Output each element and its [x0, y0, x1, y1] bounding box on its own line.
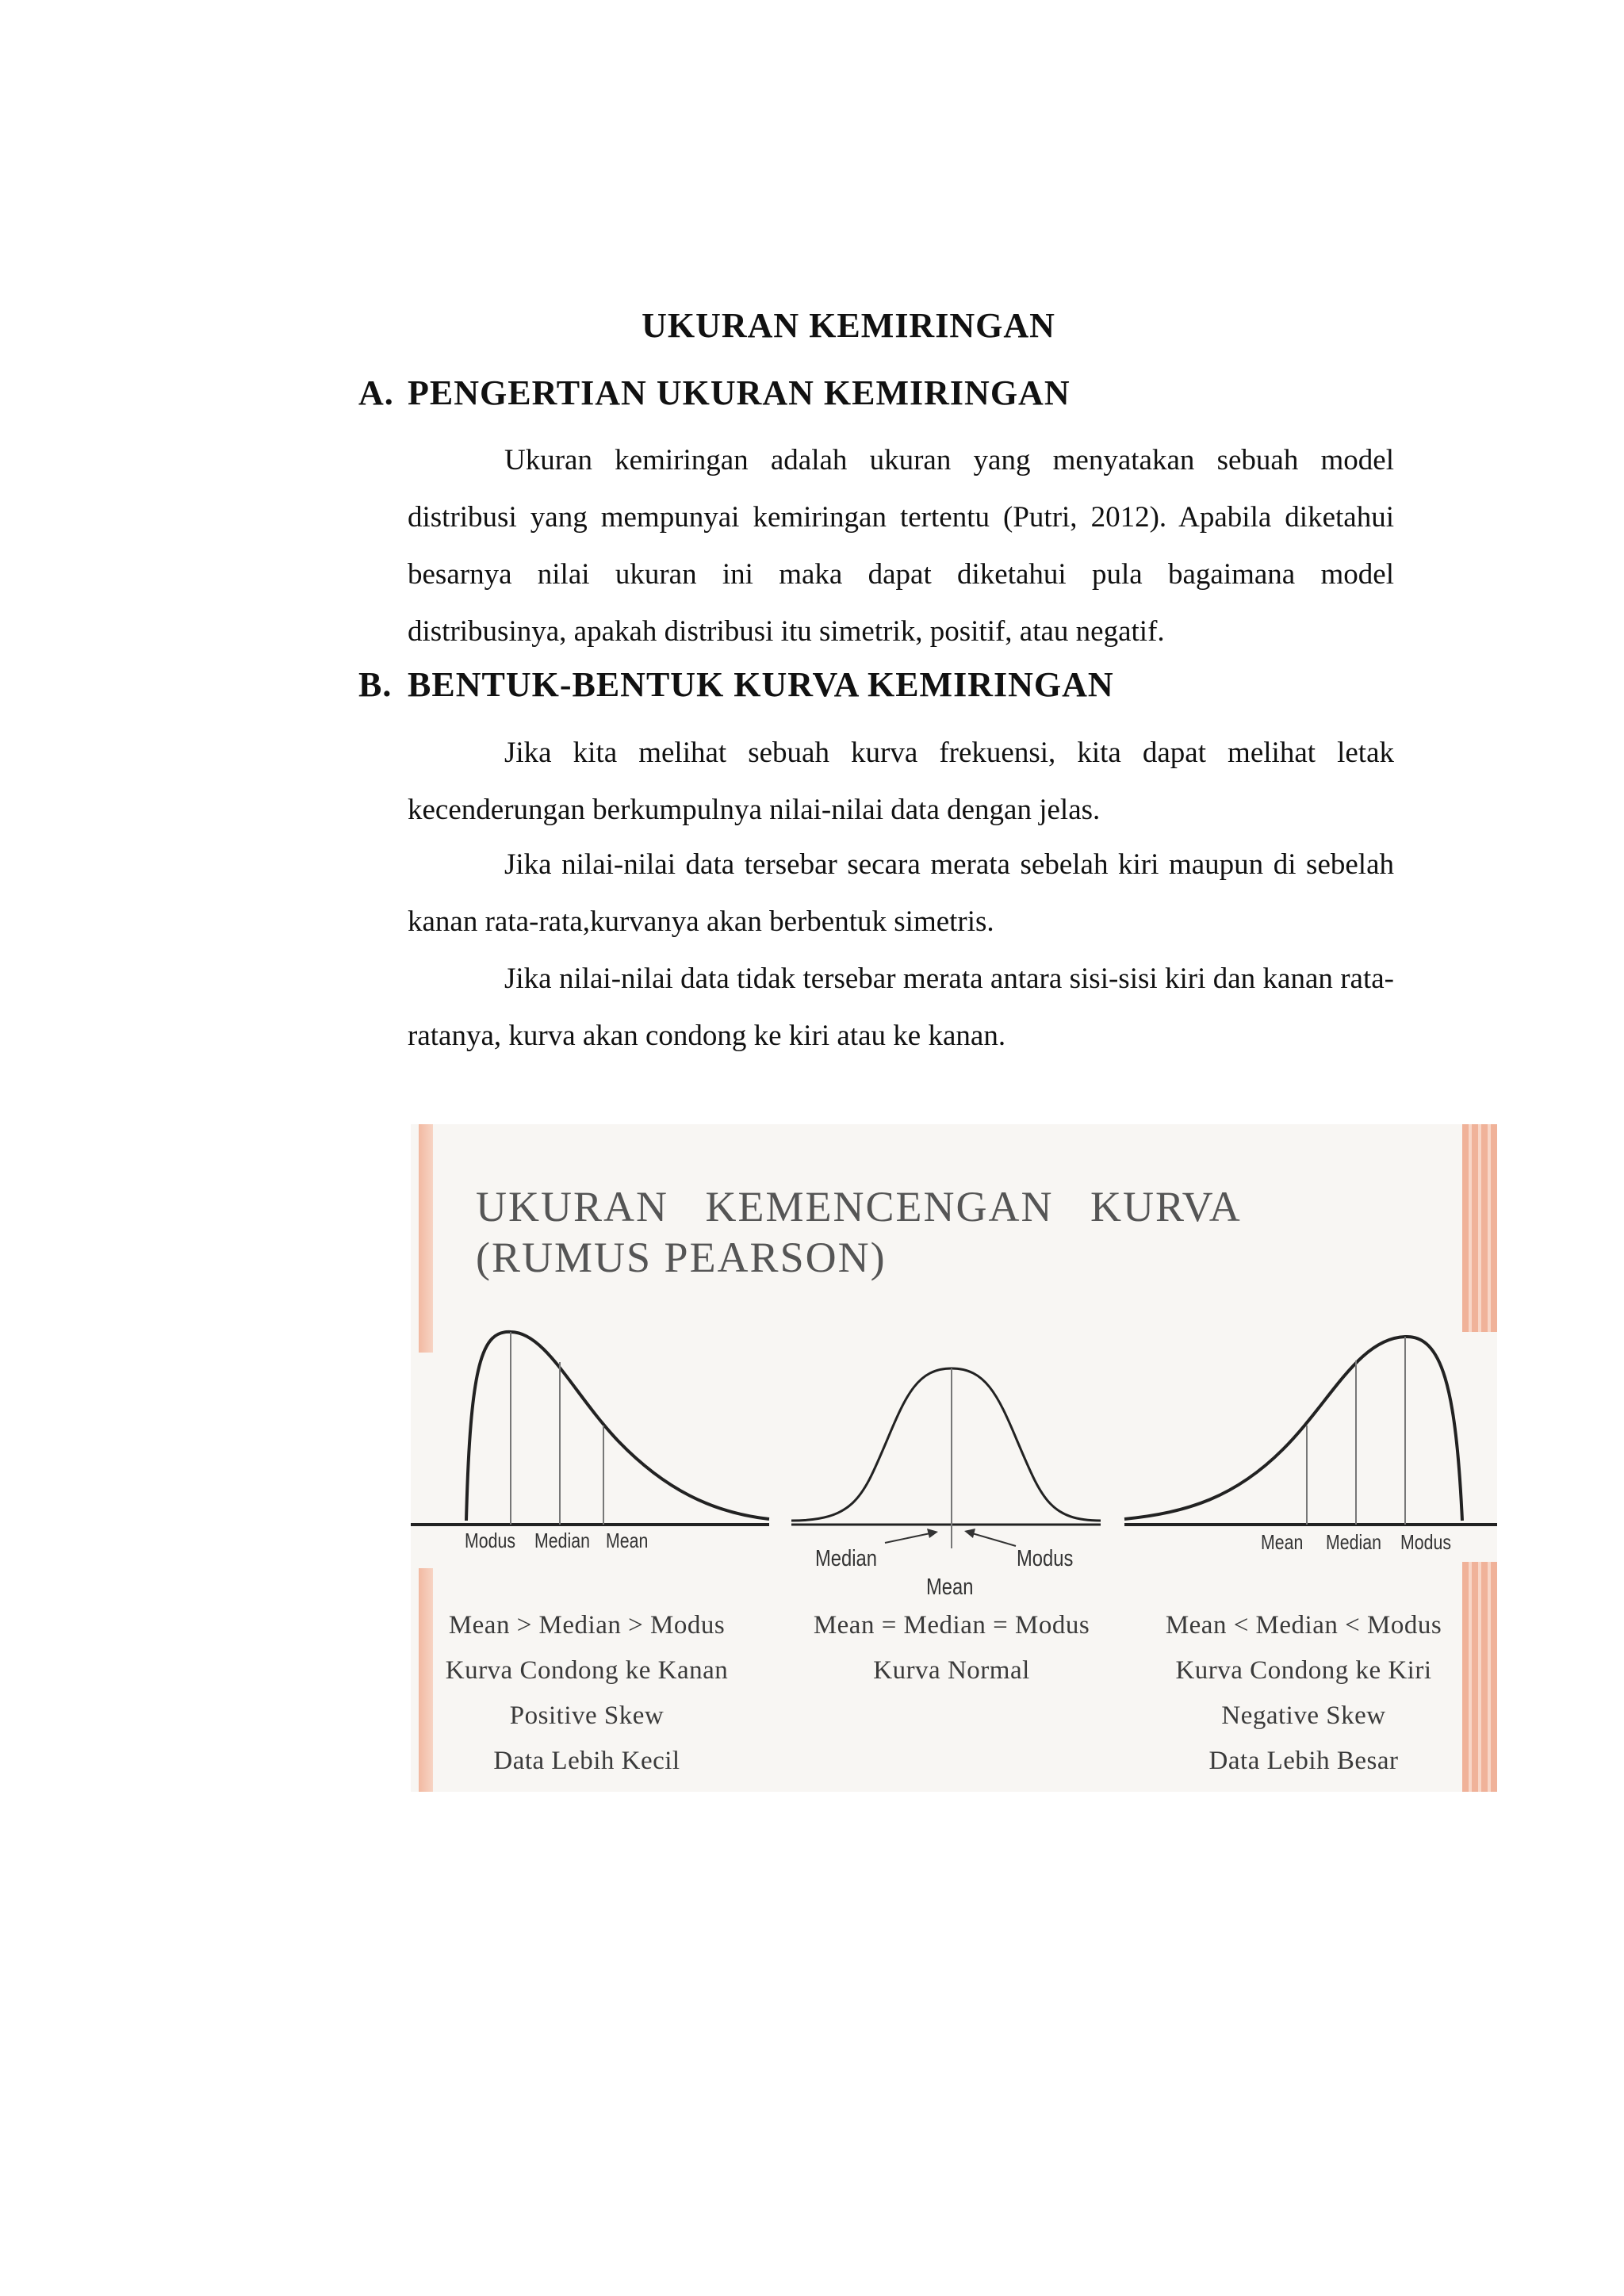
caption-positive-line-2: Kurva Condong ke Kanan	[445, 1656, 729, 1685]
label-median-middle: Median	[815, 1546, 878, 1571]
label-median-left: Median	[534, 1529, 590, 1552]
caption-normal-line-2: Kurva Normal	[873, 1656, 1030, 1685]
section-a-paragraph	[408, 432, 1394, 660]
negative-skew-curve	[1124, 1337, 1462, 1521]
section-a-number: A.	[358, 373, 394, 412]
caption-positive-line-3: Positive Skew	[509, 1701, 665, 1730]
label-mean-middle: Mean	[926, 1575, 974, 1600]
section-b-text-1: Jika kita melihat sebuah kurva frekuensi, kita dapat melihat letak kecenderungan berkumpulnya nilai-nilai data dengan jelas.	[408, 737, 1394, 826]
section-a-text: Ukuran kemiringan adalah ukuran yang menyatakan sebuah model distribusi yang mempunyai kemiringan tertentu (Putri, 2012). Apabila diketahui besarnya nilai ukuran ini maka dapat diketahui pula bagaimana model distribusinya, apakah distribusi itu simetrik, positif, atau negatif.	[408, 444, 1394, 648]
caption-negative-line-4: Data Lebih Besar	[1208, 1747, 1399, 1775]
caption-positive-line-1: Mean > Median > Modus	[448, 1611, 726, 1640]
caption-negative-line-2: Kurva Condong ke Kiri	[1175, 1656, 1432, 1685]
caption-positive-skew	[412, 1603, 761, 1784]
section-b-heading	[358, 664, 1114, 705]
document-title: UKURAN KEMIRINGAN	[642, 306, 1055, 345]
modus-arrow-head	[964, 1529, 975, 1538]
caption-normal-line-1: Mean = Median = Modus	[813, 1611, 1090, 1640]
caption-negative-skew	[1129, 1603, 1478, 1784]
positive-skew-curve	[466, 1332, 769, 1521]
section-b-text-2: Jika nilai-nilai data tersebar secara merata sebelah kiri maupun di sebelah kanan rata-rata,kurvanya akan berbentuk simetris.	[408, 848, 1394, 938]
caption-positive-line-4: Data Lebih Kecil	[493, 1747, 680, 1775]
normal-curve	[791, 1368, 1101, 1521]
section-a-heading	[358, 373, 1071, 413]
modus-arrow-line	[972, 1533, 1016, 1546]
label-modus-left: Modus	[465, 1529, 515, 1552]
section-b-number: B.	[358, 665, 393, 704]
caption-negative-line-3: Negative Skew	[1221, 1701, 1386, 1730]
figure-title-line-2: (RUMUS PEARSON)	[476, 1234, 887, 1281]
label-modus-right: Modus	[1400, 1530, 1451, 1554]
median-arrow-head	[927, 1529, 938, 1538]
label-modus-middle: Modus	[1017, 1546, 1074, 1571]
label-mean-right: Mean	[1261, 1530, 1304, 1554]
label-mean-left: Mean	[606, 1529, 649, 1552]
section-b-paragraph-1	[408, 725, 1394, 839]
figure-title-line-1: UKURAN KEMENCENGAN KURVA	[476, 1183, 1242, 1230]
section-b-paragraph-3	[408, 951, 1394, 1065]
section-b-title: BENTUK-BENTUK KURVA KEMIRINGAN	[408, 665, 1114, 704]
skewness-figure	[411, 1124, 1497, 1792]
section-b-paragraph-2	[408, 836, 1394, 951]
caption-normal	[777, 1603, 1126, 1693]
label-median-right: Median	[1326, 1530, 1381, 1554]
section-a-title: PENGERTIAN UKURAN KEMIRINGAN	[408, 373, 1071, 412]
section-b-text-3: Jika nilai-nilai data tidak tersebar merata antara sisi-sisi kiri dan kanan rata-ratanya, kurva akan condong ke kiri atau ke kanan.	[408, 962, 1394, 1052]
median-arrow-line	[885, 1533, 930, 1543]
caption-negative-line-1: Mean < Median < Modus	[1165, 1611, 1442, 1640]
